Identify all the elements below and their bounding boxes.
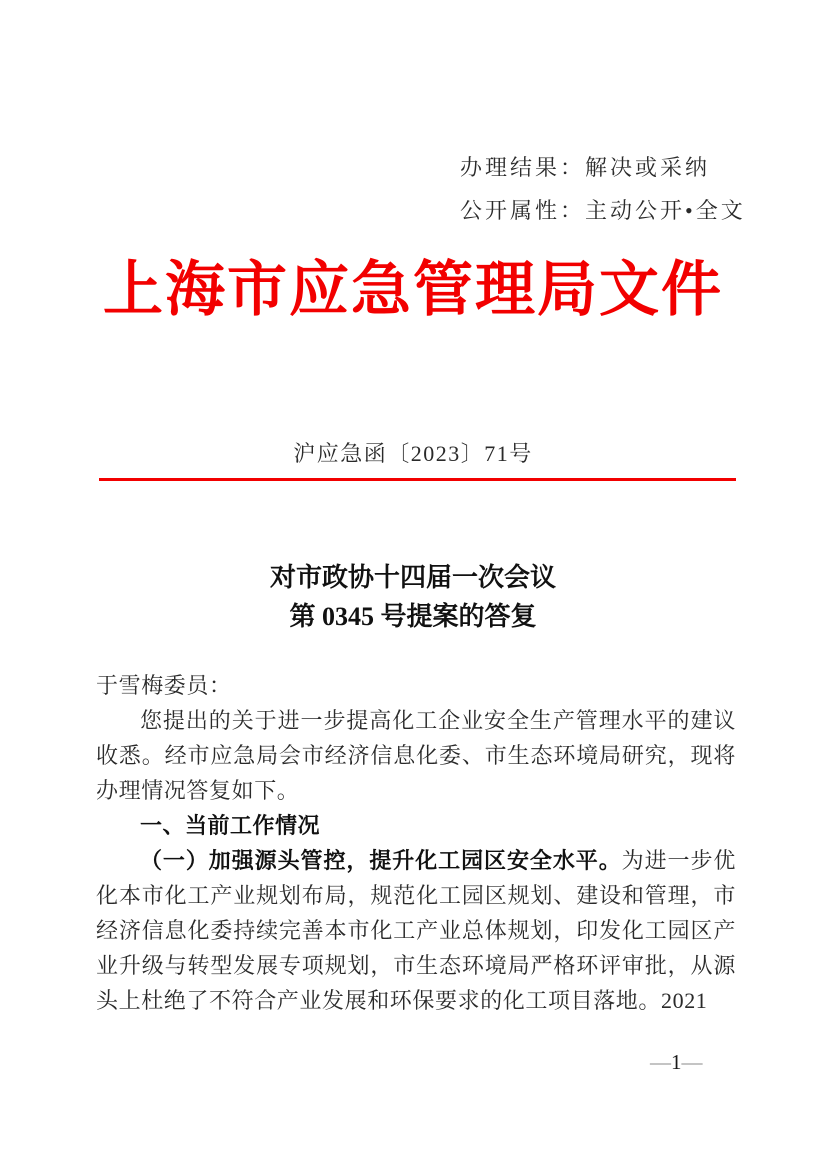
page-number-value: 1 [671,1050,682,1074]
page-number-dash-left: — [650,1050,671,1074]
document-body [96,668,736,1018]
section-heading: 一、当前工作情况 [140,813,321,838]
masthead-divider-line [99,478,736,481]
item-one-text: 为进一步优化本市化工产业规划布局，规范化工园区规划、建设和管理，市经济信息化委持续完善本市化工产业总体规划，印发化工园区产业升级与转型发展专项规划，市生态环境局严格环评审批，从源头上杜绝了不符合产业发展和环保要求的化工项目落地。2021 [96,848,736,1013]
item-one-lead: （一）加强源头管控，提升化工园区安全水平。 [140,848,622,873]
document-title-line1: 对市政协十四届一次会议 [269,563,556,592]
document-title [0,558,826,636]
intro-paragraph: 您提出的关于进一步提高化工企业安全生产管理水平的建议收悉。经市应急局会市经济信息化委、市生态环境局研究，现将办理情况答复如下。 [96,708,736,803]
document-title-line2: 第 0345 号提案的答复 [289,602,537,631]
agency-masthead-title: 上海市应急管理局文件 [103,256,723,323]
document-reference-number: 沪应急函〔2023〕71号 [293,441,533,466]
handling-result-label: 办理结果：解决或采纳 [460,155,711,180]
item-one-paragraph [96,843,736,1018]
publicity-attribute-label: 公开属性：主动公开•全文 [460,198,746,223]
salutation: 于雪梅委员： [96,673,232,698]
header-info [460,146,746,232]
page-number-dash-right: — [681,1050,703,1074]
page-number [650,1047,703,1077]
